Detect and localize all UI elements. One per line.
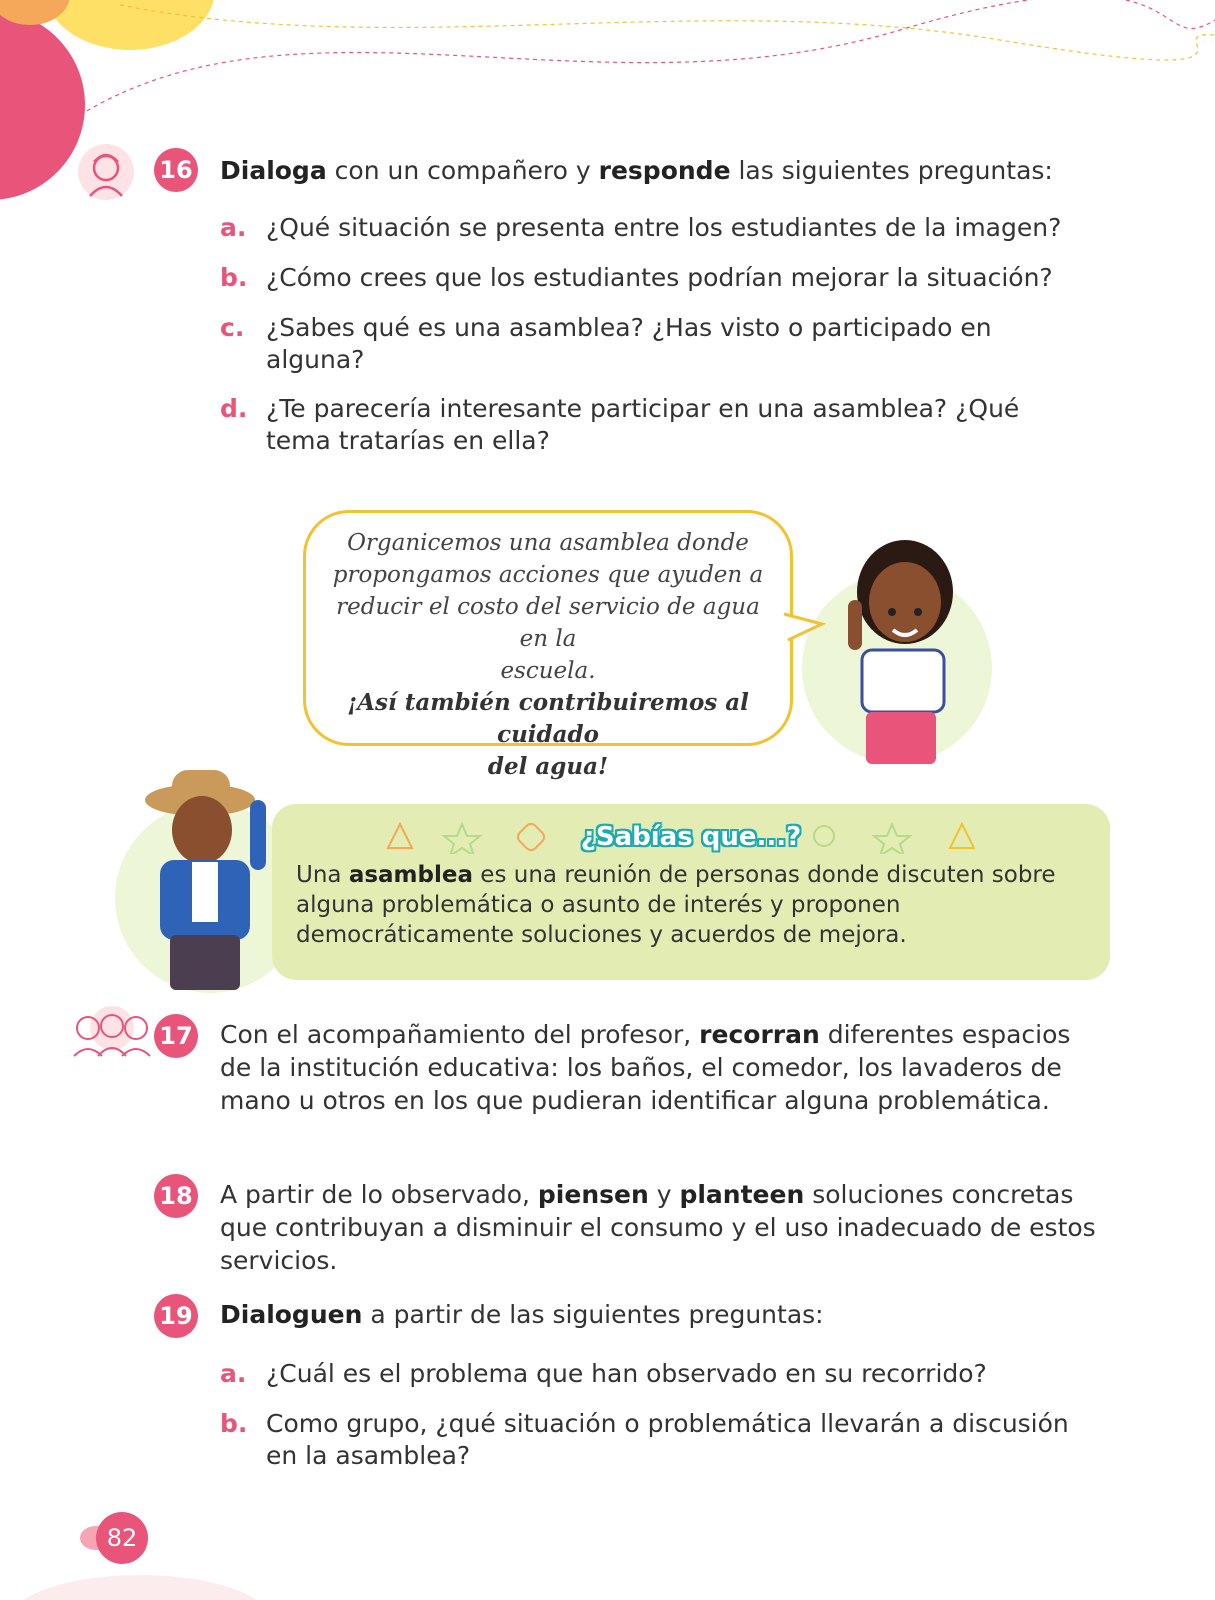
bubble-line: Organicemos una asamblea donde <box>347 530 749 556</box>
girl-illustration <box>802 540 992 764</box>
activity-19-instruction <box>220 1298 1100 1331</box>
item-letter: b. <box>220 263 248 292</box>
dashed-wave-yellow <box>120 5 1215 60</box>
text-part: y <box>648 1180 680 1209</box>
text-part: soluciones concretas que contribuyan a disminuir el consumo y el uso inadecuado de estos servicios. <box>220 1180 1096 1275</box>
bubble-line: escuela. <box>500 658 596 684</box>
bubble-tail <box>782 606 826 646</box>
sabias-que-body <box>296 860 1096 950</box>
pink-blob <box>0 10 85 200</box>
item-text: ¿Qué situación se presenta entre los estudiantes de la imagen? <box>266 213 1062 242</box>
text-part: con un compañero y <box>326 156 599 185</box>
item-text: ¿Cómo crees que los estudiantes podrían mejorar la situación? <box>266 263 1053 292</box>
text-part: a partir de las siguientes preguntas: <box>362 1300 824 1329</box>
text-part: Una <box>296 862 349 888</box>
bold-dialoga: Dialoga <box>220 156 327 185</box>
bold-planteen: planteen <box>679 1180 805 1209</box>
sabias-que-box <box>272 804 1110 980</box>
bubble-line-emphasis: ¡Así también contribuiremos al cuidado <box>347 689 749 748</box>
bold-responde: responde <box>598 156 731 185</box>
activity-17-instruction <box>220 1018 1100 1117</box>
bubble-line: propongamos acciones que ayuden a <box>332 562 764 588</box>
item-text: Como grupo, ¿qué situación o problemática llevarán a discusión en la asamblea? <box>266 1409 1069 1470</box>
bold-piensen: piensen <box>537 1180 649 1209</box>
activity-18-instruction <box>220 1178 1110 1277</box>
dashed-wave-pink <box>80 0 1215 115</box>
bold-dialoguen: Dialoguen <box>220 1300 363 1329</box>
bold-recorran: recorran <box>699 1020 820 1049</box>
item-letter: a. <box>220 1359 247 1388</box>
activity-16-instruction <box>220 154 1120 187</box>
group-icon <box>70 1004 154 1060</box>
bold-asamblea: asamblea <box>348 862 473 888</box>
item-letter: a. <box>220 213 247 242</box>
speech-bubble <box>303 510 793 780</box>
text-part: diferentes espacios de la institución educativa: los baños, el comedor, los lavaderos de mano u otros en los que pudieran identificar alguna problemática. <box>220 1020 1071 1115</box>
sabias-que-title: ¿Sabías que...? <box>580 822 802 852</box>
activity-19-number: 19 <box>154 1294 198 1338</box>
bubble-line: reducir el costo del servicio de agua en la <box>336 594 760 652</box>
item-text: ¿Te parecería interesante participar en una asamblea? ¿Qué tema tratarías en ella? <box>266 394 1020 455</box>
item-letter: c. <box>220 313 245 342</box>
student-icon <box>78 144 134 200</box>
activity-18-number: 18 <box>154 1174 198 1218</box>
text-part: es una reunión de personas donde discuten sobre alguna problemática o asunto de interés y proponen democráticamente soluciones y acuerdos de mejora. <box>296 862 1056 948</box>
page-number: 82 <box>96 1512 148 1564</box>
text-part: las siguientes preguntas: <box>730 156 1053 185</box>
item-text: ¿Sabes qué es una asamblea? ¿Has visto o participado en alguna? <box>266 313 992 374</box>
activity-17-number: 17 <box>154 1014 198 1058</box>
text-part: Con el acompañamiento del profesor, <box>220 1020 700 1049</box>
item-letter: b. <box>220 1409 248 1438</box>
item-letter: d. <box>220 394 248 423</box>
bubble-line-emphasis: del agua! <box>487 753 609 780</box>
item-text: ¿Cuál es el problema que han observado en su recorrido? <box>266 1359 987 1388</box>
activity-16-number: 16 <box>154 148 198 192</box>
pink-bottom-blob <box>10 1575 270 1600</box>
text-part: A partir de lo observado, <box>220 1180 538 1209</box>
